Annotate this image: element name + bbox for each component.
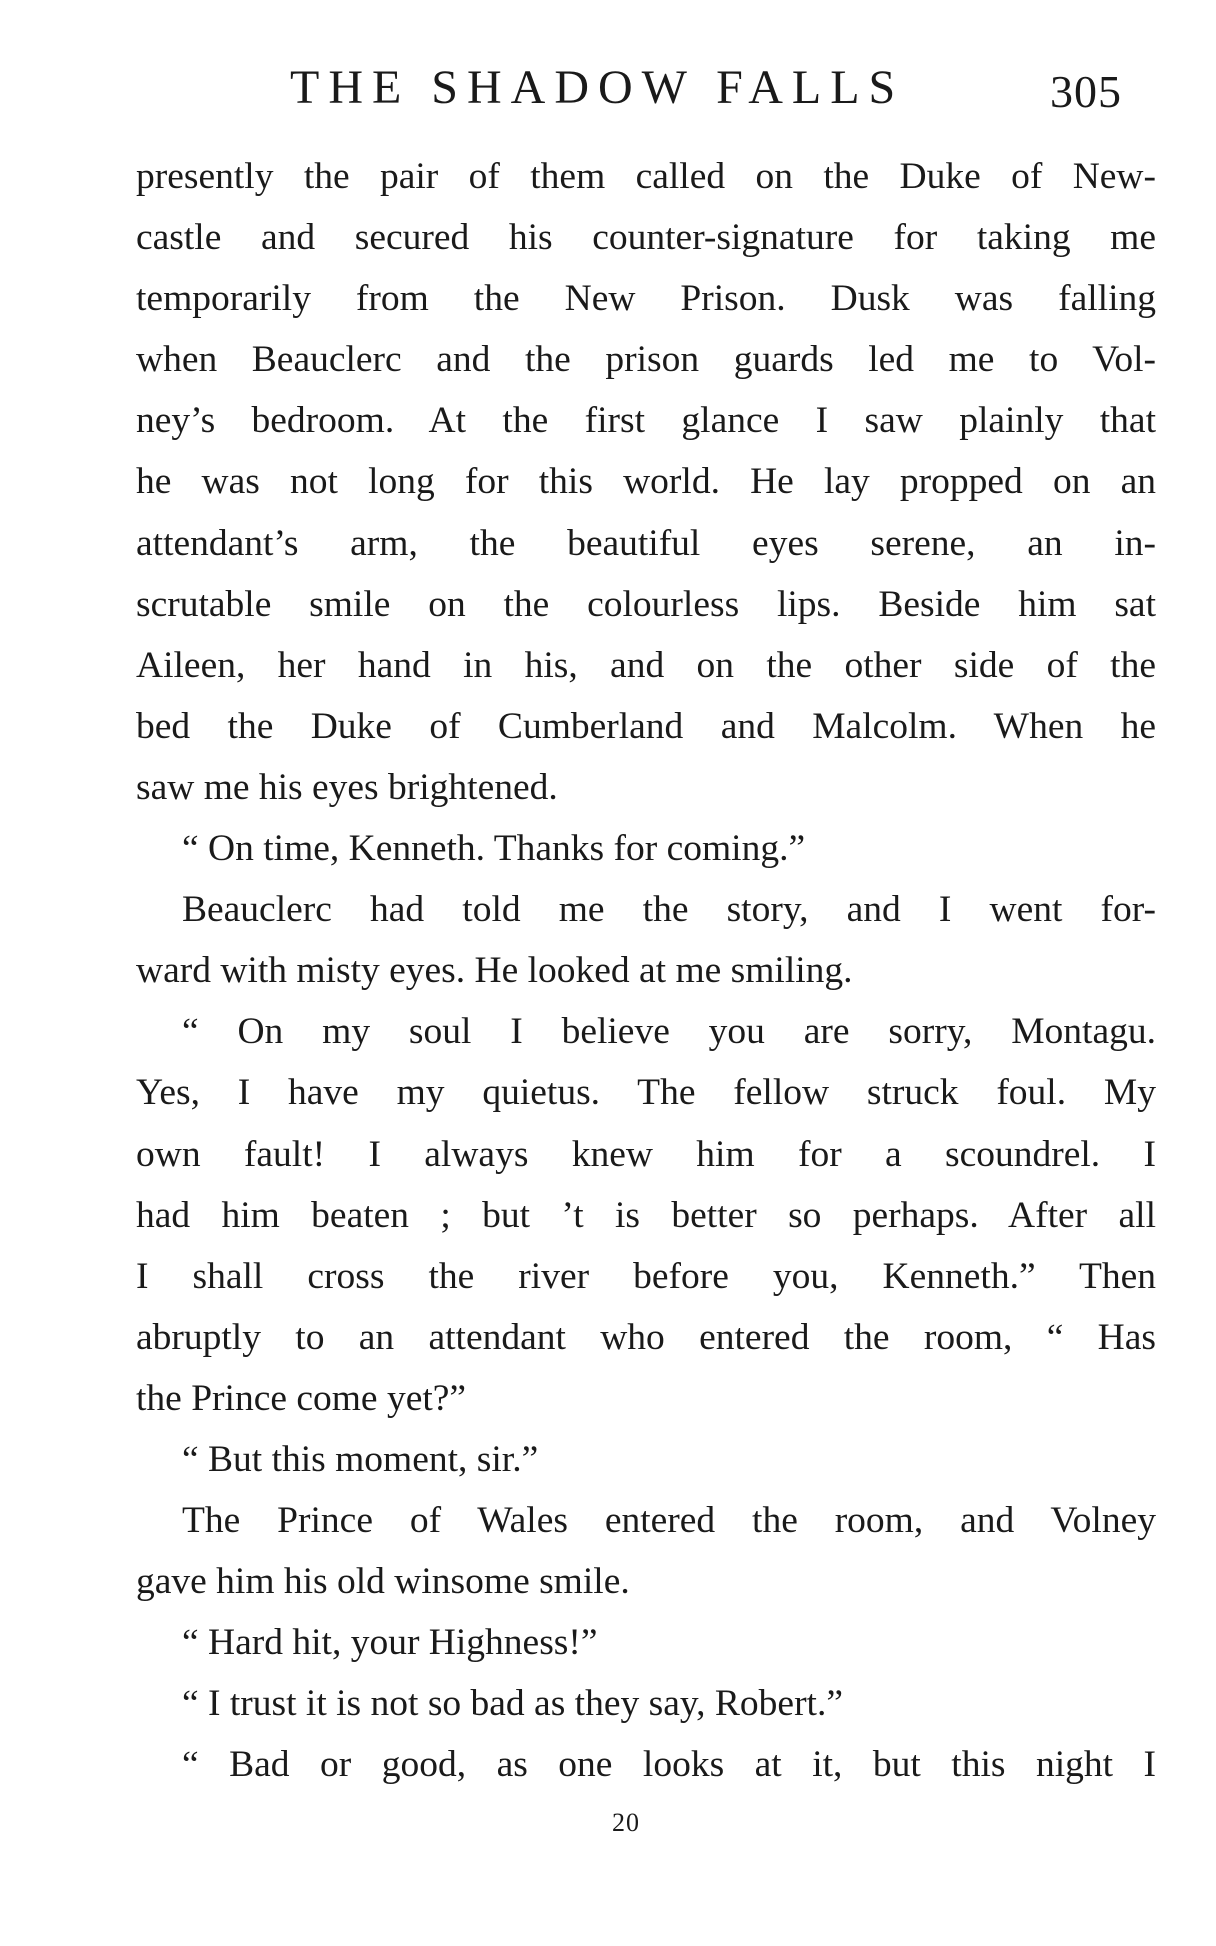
text-line: “ On my soul I believe you are sorry, Montagu. xyxy=(182,1011,1156,1053)
text-line: “ I trust it is not so bad as they say, Robert.” xyxy=(182,1683,843,1725)
text-line: Aileen, her hand in his, and on the other side of the xyxy=(136,644,1156,686)
text-line: abruptly to an attendant who entered the room, “ Has xyxy=(136,1316,1156,1358)
text-line: had him beaten ; but ’t is better so perhaps. After all xyxy=(136,1194,1156,1236)
body-text xyxy=(136,146,1156,1796)
page-number: 305 xyxy=(1050,66,1122,117)
text-line: gave him his old winsome smile. xyxy=(136,1561,630,1603)
text-line: Beauclerc had told me the story, and I went for- xyxy=(182,889,1156,931)
text-line: “ Hard hit, your Highness!” xyxy=(182,1622,598,1664)
text-line: attendant’s arm, the beautiful eyes serene, an in- xyxy=(136,522,1156,564)
signature-mark: 20 xyxy=(612,1808,640,1837)
text-line: presently the pair of them called on the Duke of New- xyxy=(136,156,1156,197)
text-line: “ Bad or good, as one looks at it, but this night I xyxy=(182,1744,1156,1786)
text-line: “ But this moment, sir.” xyxy=(182,1438,539,1480)
text-line: saw me his eyes brightened. xyxy=(136,766,558,808)
text-line: castle and secured his counter-signature for taking me xyxy=(136,217,1156,259)
running-title: THE SHADOW FALLS xyxy=(290,61,905,114)
text-line: ward with misty eyes. He looked at me smiling. xyxy=(136,950,853,992)
text-line: own fault! I always knew him for a scoundrel. I xyxy=(136,1133,1156,1175)
text-line: temporarily from the New Prison. Dusk was falling xyxy=(136,278,1156,320)
text-line: ney’s bedroom. At the first glance I saw plainly that xyxy=(136,400,1156,442)
text-line: when Beauclerc and the prison guards led me to Vol- xyxy=(136,339,1156,381)
text-line: the Prince come yet?” xyxy=(136,1377,467,1419)
text-line: I shall cross the river before you, Kenneth.” Then xyxy=(136,1255,1156,1297)
text-line: scrutable smile on the colourless lips. Beside him sat xyxy=(136,583,1156,625)
text-line: he was not long for this world. He lay propped on an xyxy=(136,461,1156,503)
text-line: bed the Duke of Cumberland and Malcolm. When he xyxy=(136,705,1156,747)
text-line: “ On time, Kenneth. Thanks for coming.” xyxy=(182,828,806,870)
text-line: The Prince of Wales entered the room, and Volney xyxy=(182,1500,1156,1542)
text-line: Yes, I have my quietus. The fellow struck foul. My xyxy=(136,1072,1156,1114)
